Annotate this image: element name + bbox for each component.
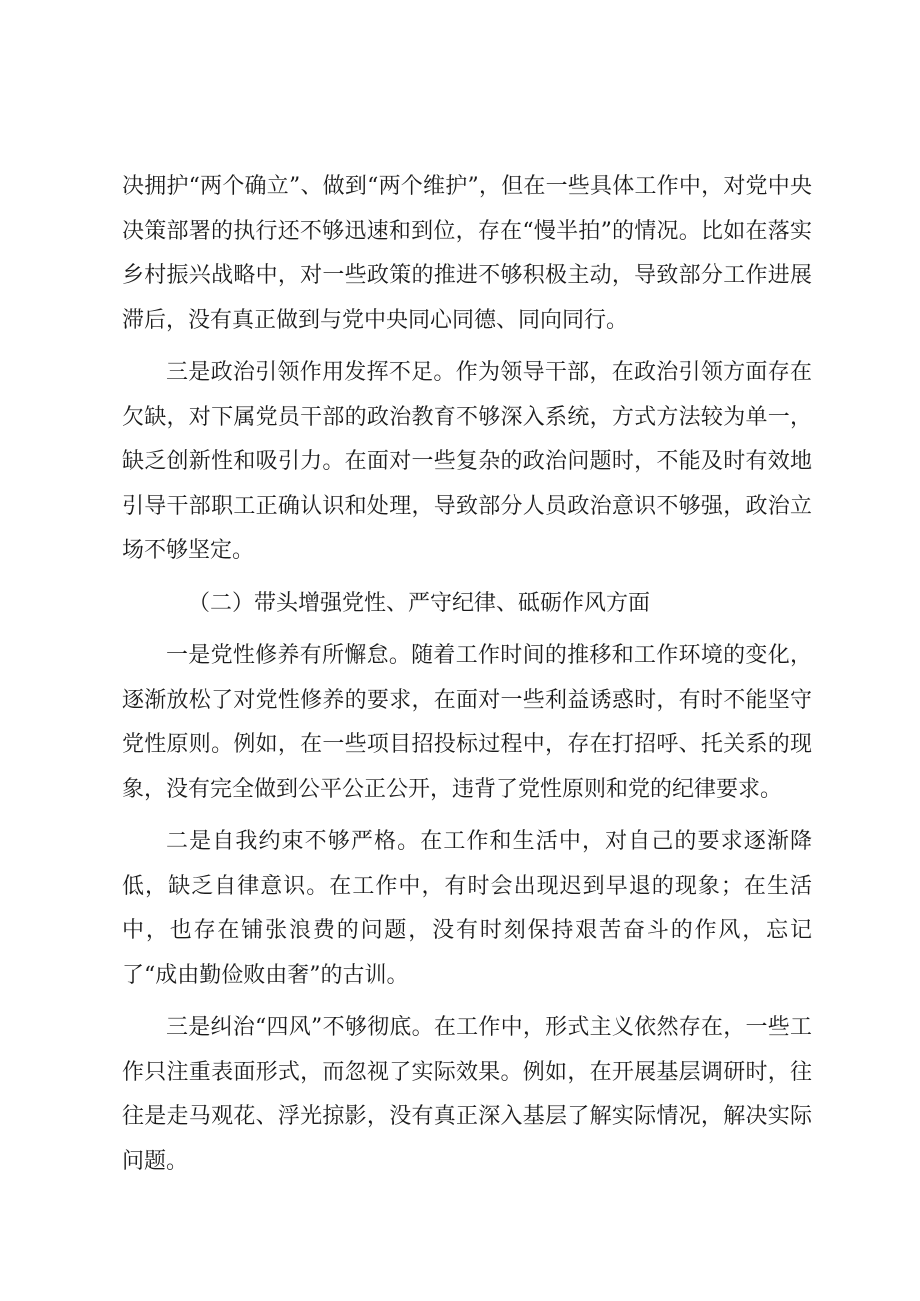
paragraph-continuation: 决拥护“两个确立”、做到“两个维护”，但在一些具体工作中，对党中央决策部署的执行还不够迅速和到位，存在“慢半拍”的情况。比如在落实乡村振兴战略中，对一些政策的推进不够积极主动，导致部分工作进展滞后，没有真正做到与党中央同心同德、同向同行。 — [122, 174, 812, 333]
document-body — [122, 165, 812, 1192]
section-heading: （二）带头增强党性、严守纪律、砥砺作风方面 — [188, 590, 651, 616]
paragraph-four-styles: 三是纠治“四风”不够彻底。在工作中，形式主义依然存在，一些工作只注重表面形式，而忽视了实际效果。例如，在开展基层调研时，往往是走马观花、浮光掠影，没有真正深入基层了解实际情况，解决实际问题。 — [122, 1015, 812, 1174]
paragraph-political-leadership: 三是政治引领作用发挥不足。作为领导干部，在政治引领方面存在欠缺，对下属党员干部的政治教育不够深入系统，方式方法较为单一，缺乏创新性和吸引力。在面对一些复杂的政治问题时，不能及时有效地引导干部职工正确认识和处理，导致部分人员政治意识不够强，政治立场不够坚定。 — [122, 360, 812, 563]
paragraph-party-spirit: 一是党性修养有所懈怠。随着工作时间的推移和工作环境的变化，逐渐放松了对党性修养的要求，在面对一些利益诱惑时，有时不能坚守党性原则。例如，在一些项目招投标过程中，存在打招呼、托关系的现象，没有完全做到公平公正公开，违背了党性原则和党的纪律要求。 — [122, 643, 812, 802]
paragraph-self-discipline: 二是自我约束不够严格。在工作和生活中，对自己的要求逐渐降低，缺乏自律意识。在工作中，有时会出现迟到早退的现象；在生活中，也存在铺张浪费的问题，没有时刻保持艰苦奋斗的作风，忘记了“成由勤俭败由奢”的古训。 — [122, 829, 812, 988]
